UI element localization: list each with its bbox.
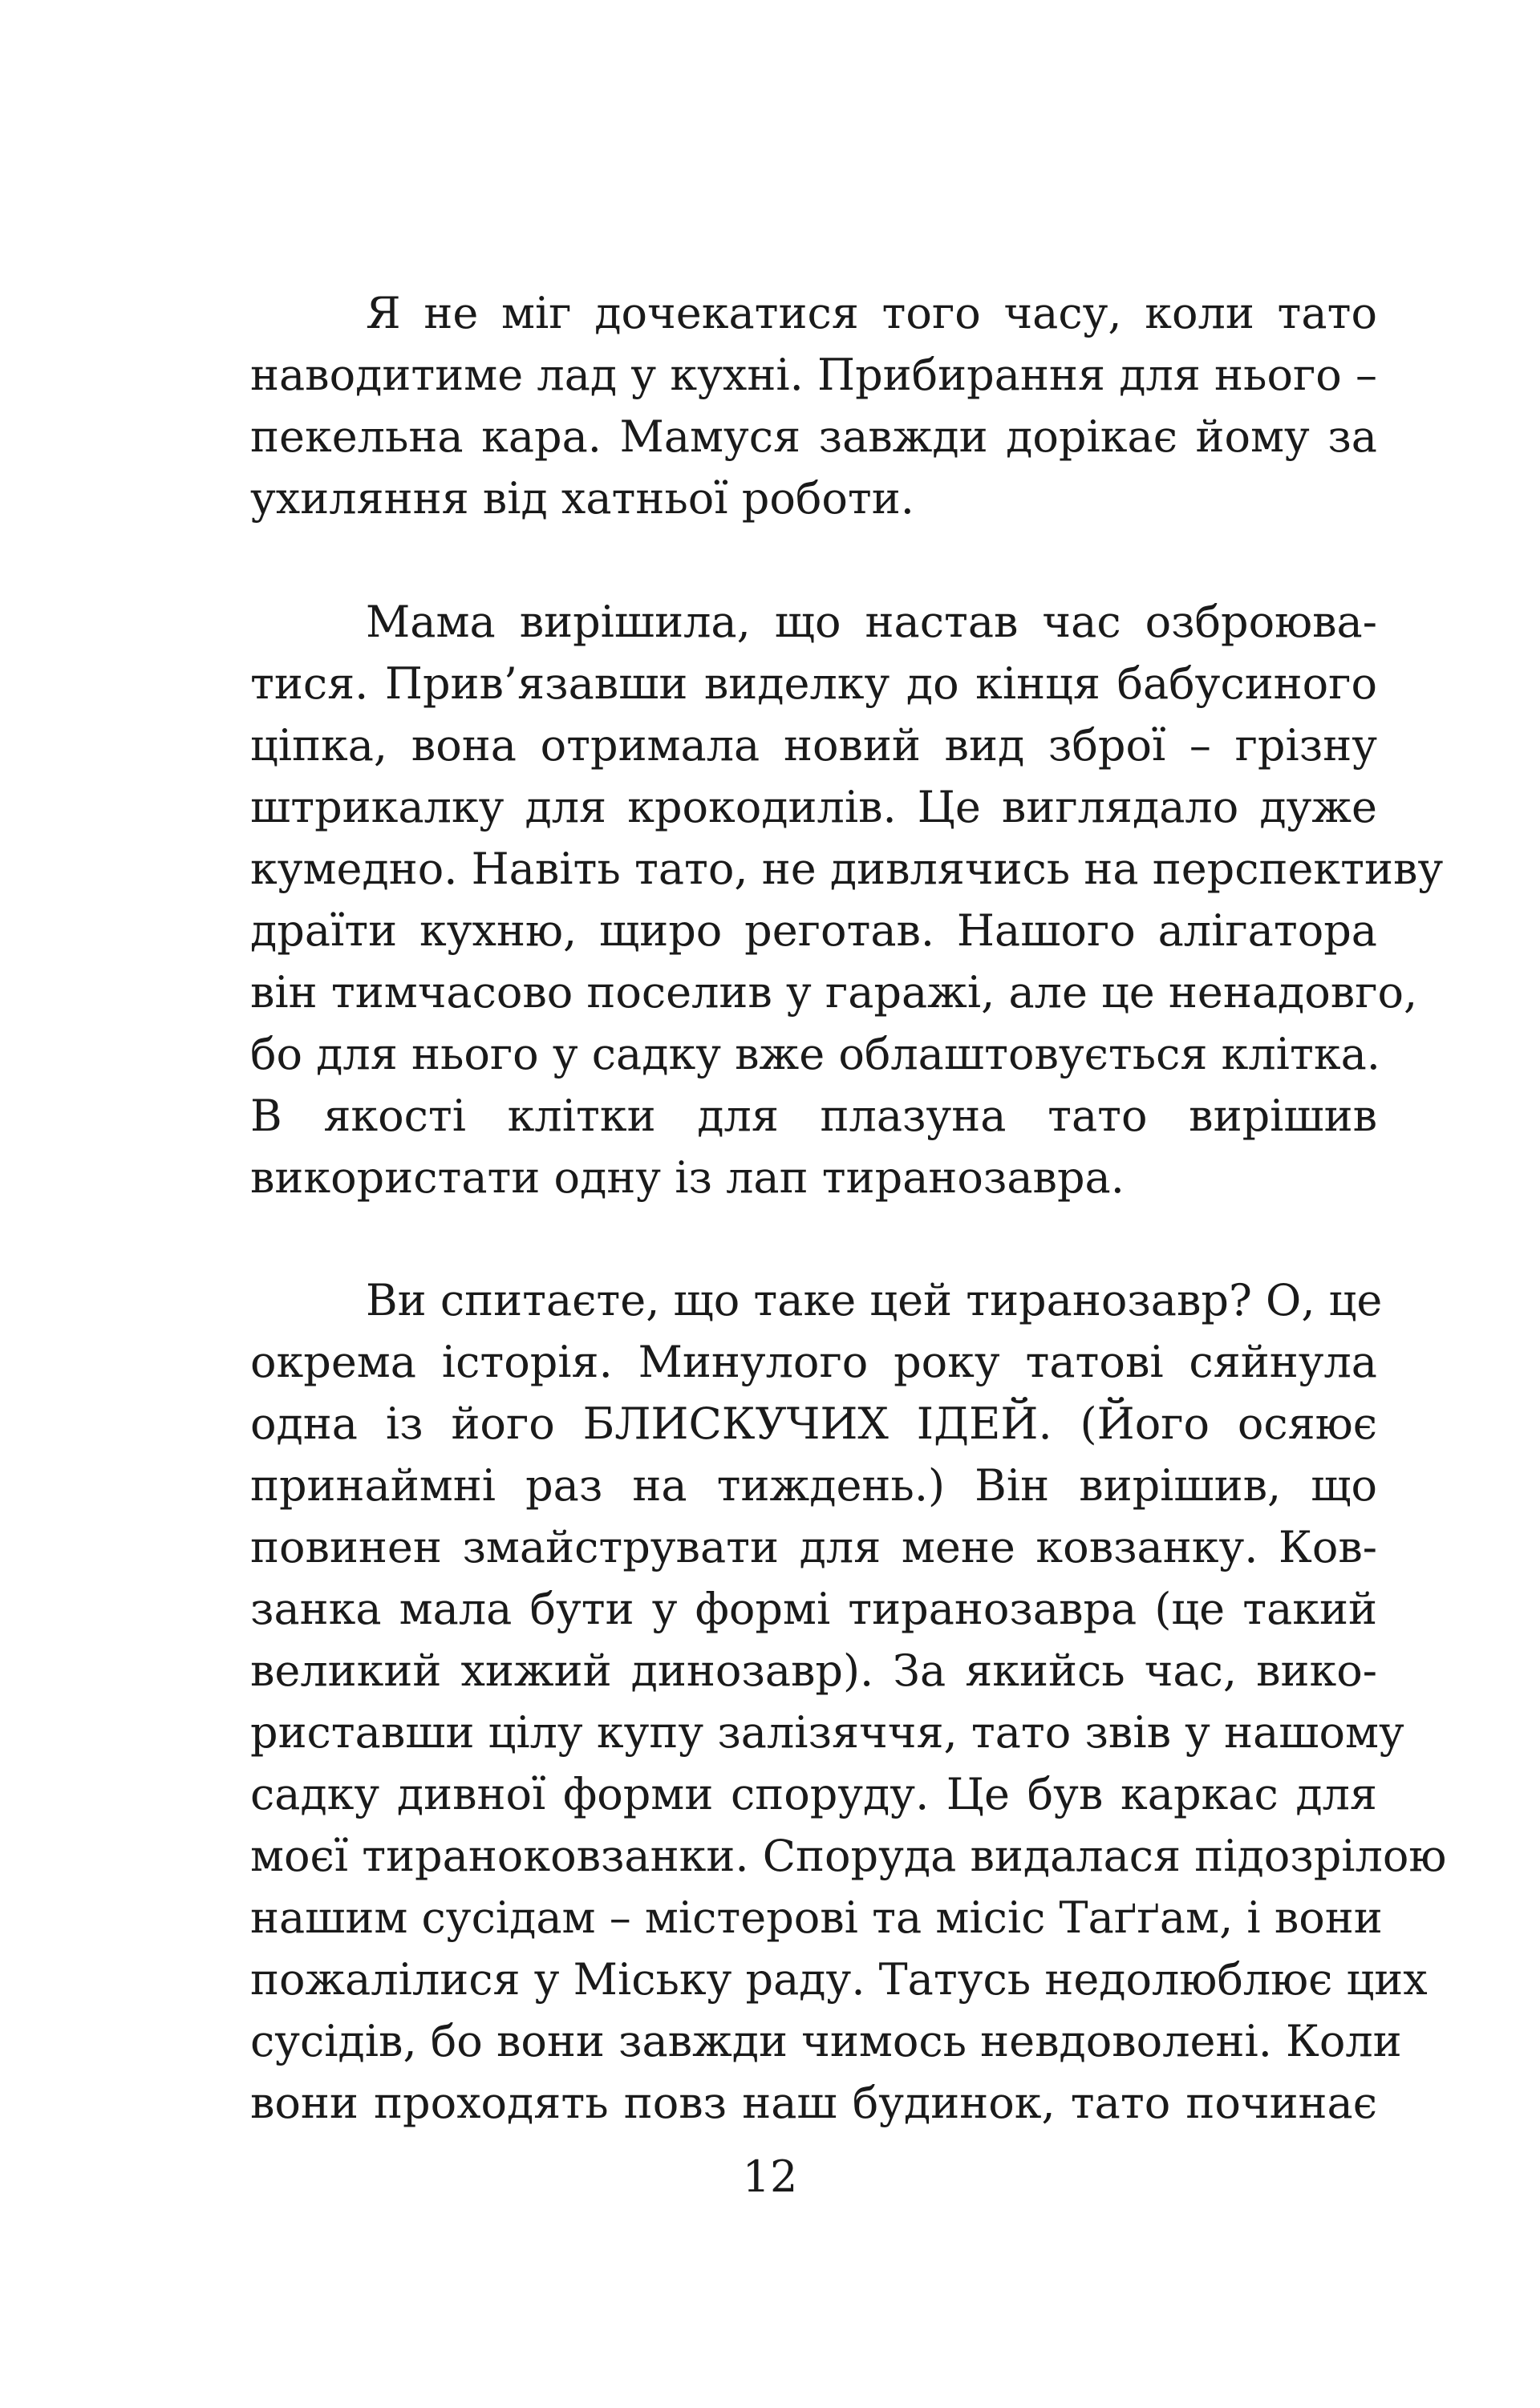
text-line: одна із його БЛИСКУЧИХ ІДЕЙ. (Його осяює [250, 1398, 1377, 1449]
text-line: занка мала бути у формі тиранозавра (це такий [250, 1584, 1377, 1634]
text-line: він тимчасово поселив у гаражі, але це ненадовго, [250, 967, 1418, 1018]
text-line: пекельна кара. Мамуся завжди дорікає йому за [250, 411, 1377, 462]
text-line: драїти кухню, щиро реготав. Нашого алігатора [250, 905, 1377, 956]
paragraph-2 [250, 591, 1444, 1208]
text-line: кумедно. Навіть тато, не дивлячись на перспективу [250, 844, 1444, 894]
text-line: вони проходять повз наш будинок, тато починає [250, 2078, 1377, 2128]
text-line: моєї тираноковзанки. Споруда видалася підозрілою [250, 1831, 1447, 1881]
text-line: ціпка, вона отримала новий вид зброї – грізну [250, 720, 1377, 771]
text-line: нашим сусідам – містерові та місіс Таґґам, і вони [250, 1892, 1383, 1943]
text-line: пожалілися у Міську раду. Татусь недолюблює цих [250, 1954, 1428, 2005]
text-line: використати одну із лап тиранозавра. [250, 1152, 1125, 1203]
text-line: садку дивної форми споруду. Це був каркас для [250, 1769, 1377, 1819]
text-line: ухиляння від хатньої роботи. [250, 473, 914, 524]
paragraph-3 [250, 1269, 1447, 2134]
text-line: тися. Прив’язавши виделку до кінця бабусиного [250, 658, 1377, 709]
text-line: принаймні раз на тиждень.) Він вирішив, що [250, 1460, 1377, 1511]
text-line: великий хижий динозавр). За якийсь час, вико- [250, 1645, 1377, 1696]
text-line: штрикалку для крокодилів. Це виглядало дуже [250, 782, 1377, 832]
text-line: Ви спитаєте, що таке цей тиранозавр? О, це [366, 1275, 1383, 1325]
page-number: 12 [742, 2151, 798, 2202]
text-line: наводитиме лад у кухні. Прибирання для нього – [250, 350, 1377, 400]
paragraph-1 [250, 282, 1377, 529]
text-line: риставши цілу купу залізяччя, тато звів у нашому [250, 1707, 1404, 1758]
text-line: окрема історія. Минулого року татові сяйнула [250, 1337, 1377, 1387]
text-line: сусідів, бо вони завжди чимось невдоволені. Коли [250, 2016, 1402, 2066]
text-line: бо для нього у садку вже облаштовується клітка. [250, 1029, 1380, 1079]
text-line: повинен змайструвати для мене ковзанку. Ков- [250, 1522, 1377, 1572]
text-line: Я не міг дочекатися того часу, коли тато [366, 288, 1377, 338]
text-line: В якості клітки для плазуна тато вирішив [250, 1091, 1377, 1141]
text-line: Мама вирішила, що настав час озброюва- [366, 597, 1377, 647]
